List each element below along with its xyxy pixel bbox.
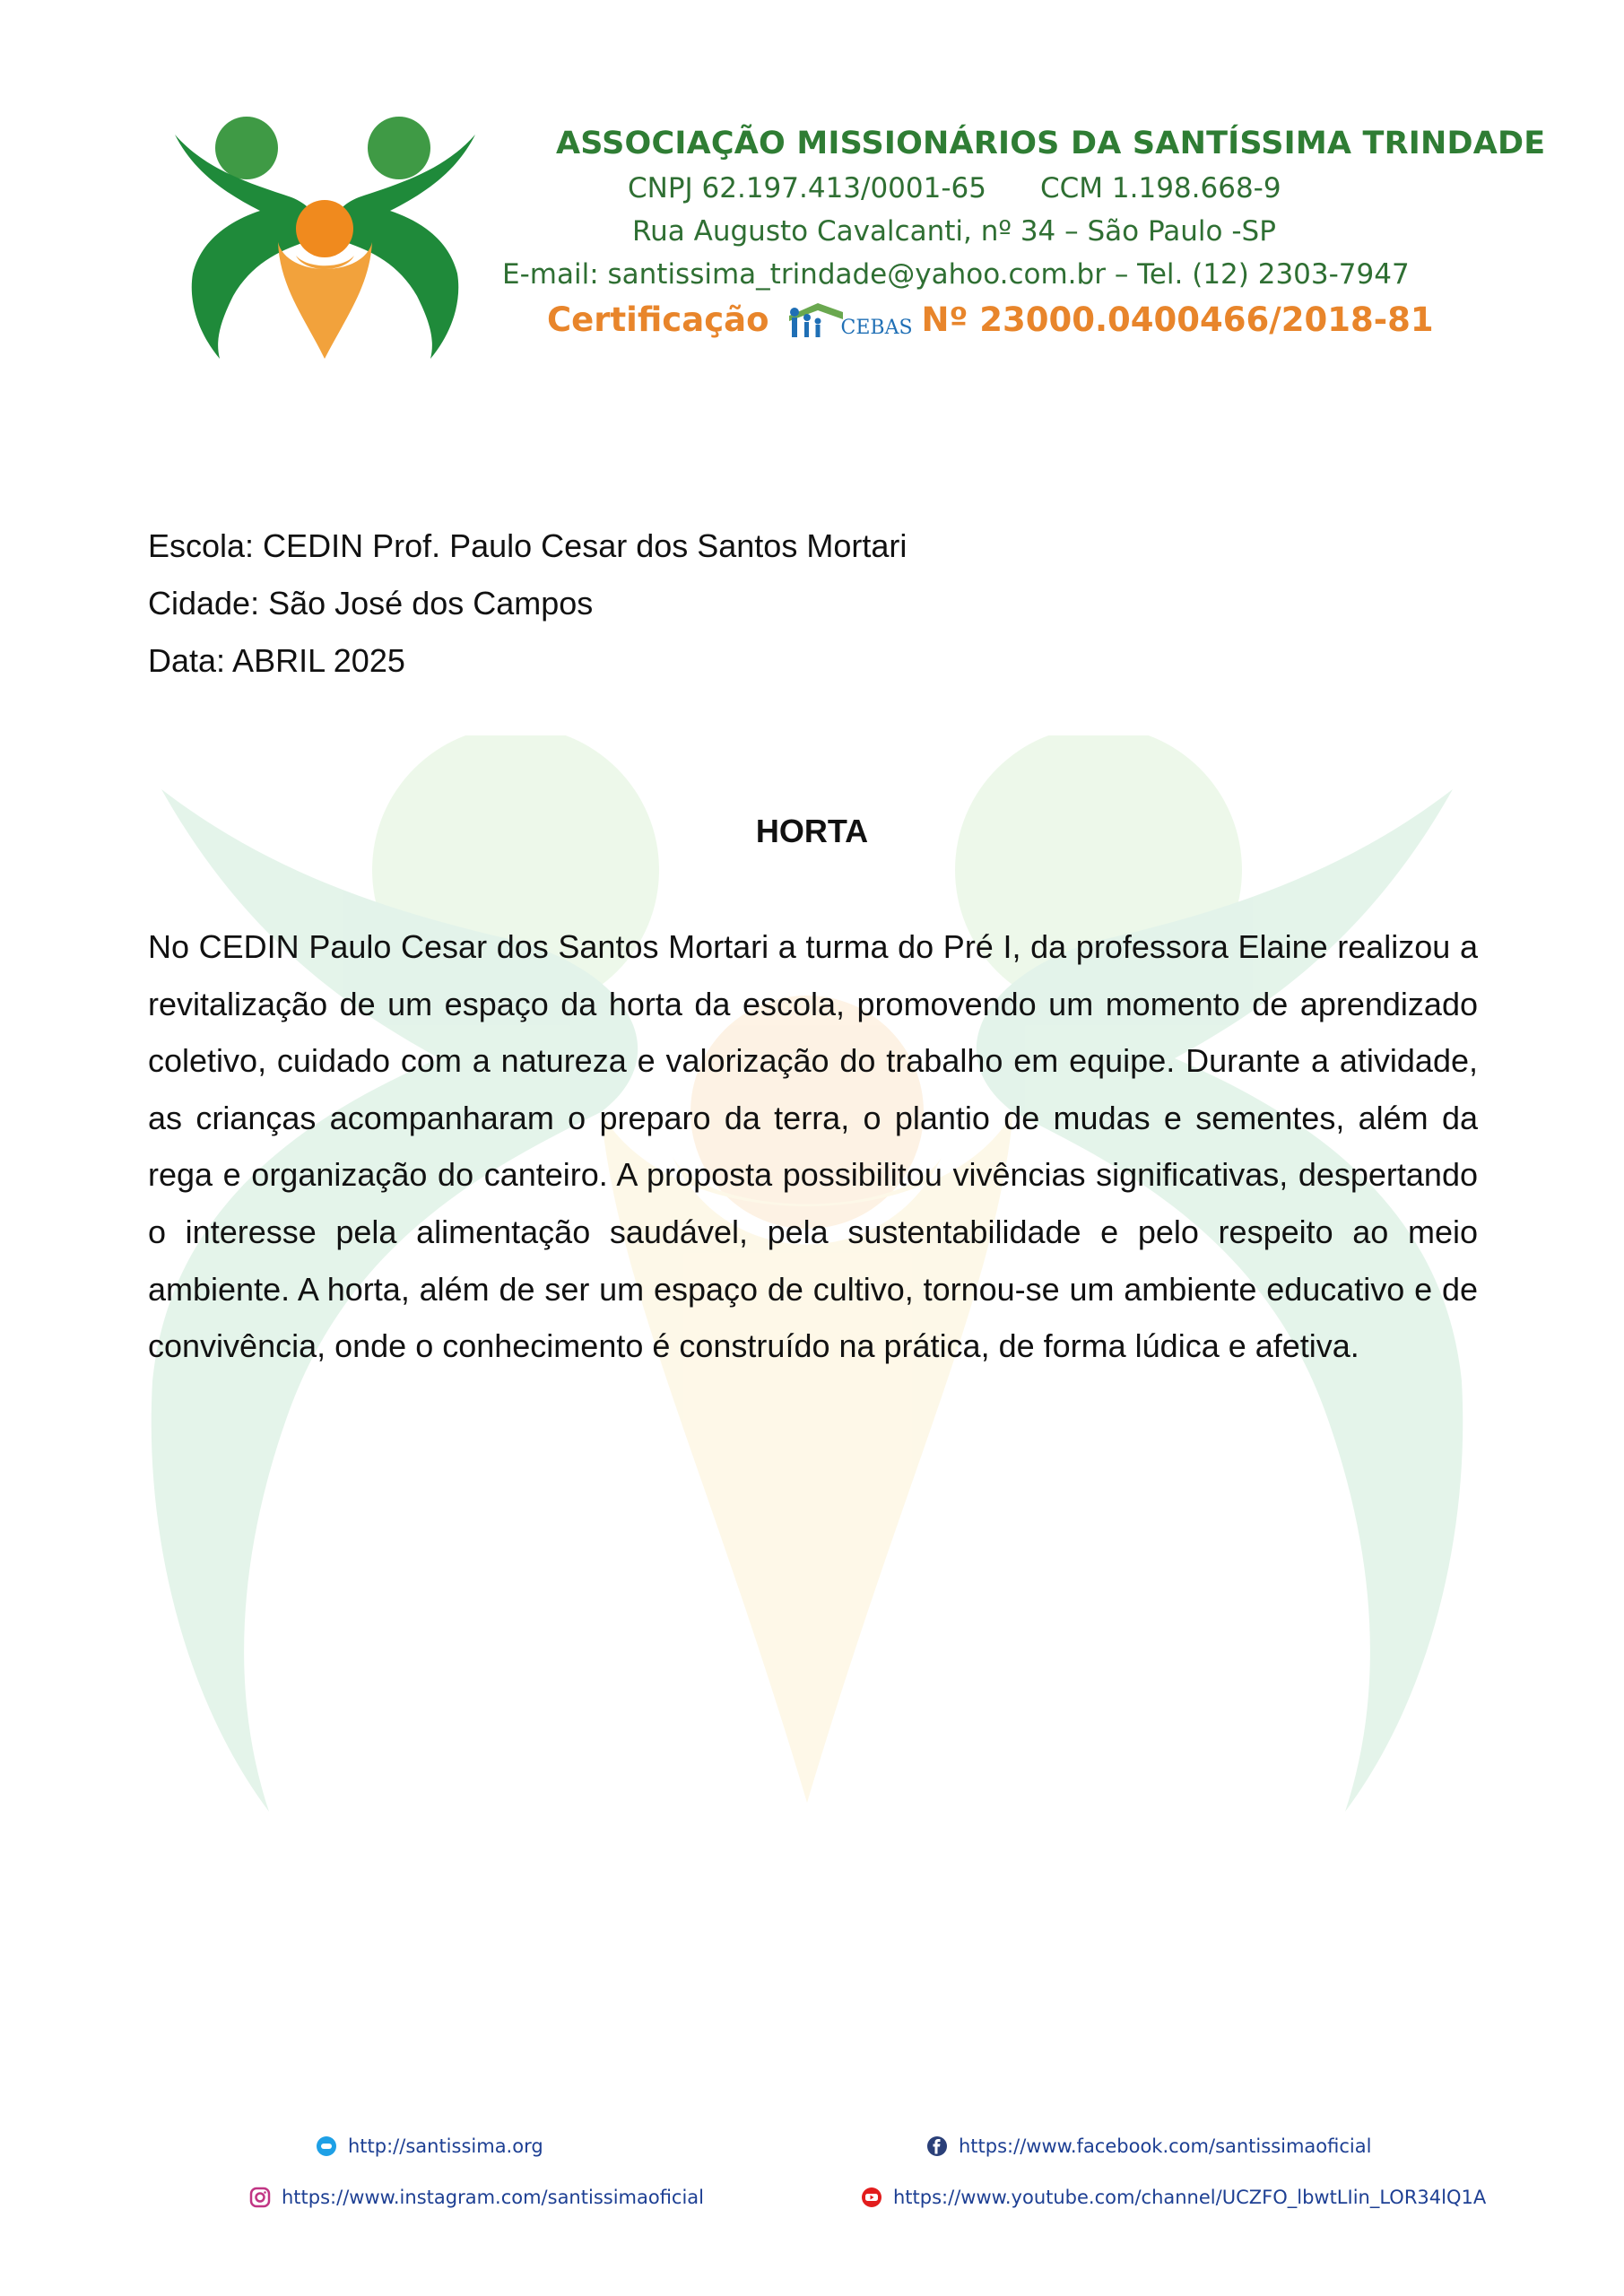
footer-website[interactable] xyxy=(316,2135,543,2157)
footer-youtube[interactable] xyxy=(861,2187,1486,2208)
instagram-link[interactable]: https://www.instagram.com/santissimaoficial xyxy=(282,2187,705,2208)
document-title: HORTA xyxy=(755,813,869,849)
instagram-icon xyxy=(249,2187,271,2208)
school-line: Escola: CEDIN Prof. Paulo Cesar dos Santos Mortari xyxy=(148,527,908,564)
facebook-link[interactable]: https://www.facebook.com/santissimaoficial xyxy=(959,2135,1372,2157)
footer-facebook[interactable] xyxy=(926,2135,1371,2157)
globe-icon xyxy=(316,2135,337,2157)
contact-text: E-mail: santissima_trindade@yahoo.com.br – Tel. (12) 2303-7947 xyxy=(502,258,1410,291)
certification-line xyxy=(547,300,1434,339)
organization-name: ASSOCIAÇÃO MISSIONÁRIOS DA SANTÍSSIMA TRINDADE xyxy=(556,126,1546,161)
certification-label: Certificação xyxy=(547,300,769,339)
website-link[interactable]: http://santissima.org xyxy=(348,2135,543,2157)
cebas-icon xyxy=(782,300,845,339)
body-paragraph: No CEDIN Paulo Cesar dos Santos Mortari a turma do Pré I, da professora Elaine realizou a revitalização de um espaço da horta da escola, promovendo um momento de aprendizado coletivo, cuidado com a natureza e valorização do trabalho em equipe. Durante a atividade, as crianças acompanharam o preparo da terra, o plantio de mudas e sementes, além da rega e organização do canteiro. A proposta possibilitou vivências significativas, despertando o interesse pela alimentação saudável, pela sustentabilidade e pelo respeito ao meio ambiente. A horta, além de ser um espaço de cultivo, tornou-se um ambiente educativo e de convivência, onde o conhecimento é construído na prática, de forma lúdica e afetiva. xyxy=(148,928,1478,1365)
footer-instagram[interactable] xyxy=(249,2187,704,2208)
cnpj-text: CNPJ 62.197.413/0001-65 xyxy=(628,172,986,204)
organization-logo xyxy=(170,108,480,359)
certification-number: Nº 23000.0400466/2018-81 xyxy=(921,300,1434,339)
facebook-icon xyxy=(926,2135,948,2157)
cebas-logo xyxy=(782,300,913,339)
date-line: Data: ABRIL 2025 xyxy=(148,642,405,679)
youtube-link[interactable]: https://www.youtube.com/channel/UCZFO_lbwtLIin_LOR34lQ1A xyxy=(893,2187,1487,2208)
address-text: Rua Augusto Cavalcanti, nº 34 – São Paulo -SP xyxy=(632,215,1276,248)
city-line: Cidade: São José dos Campos xyxy=(148,585,594,622)
ccm-text: CCM 1.198.668-9 xyxy=(1040,172,1281,204)
youtube-icon xyxy=(861,2187,882,2208)
cebas-label: CEBAS xyxy=(840,317,913,339)
